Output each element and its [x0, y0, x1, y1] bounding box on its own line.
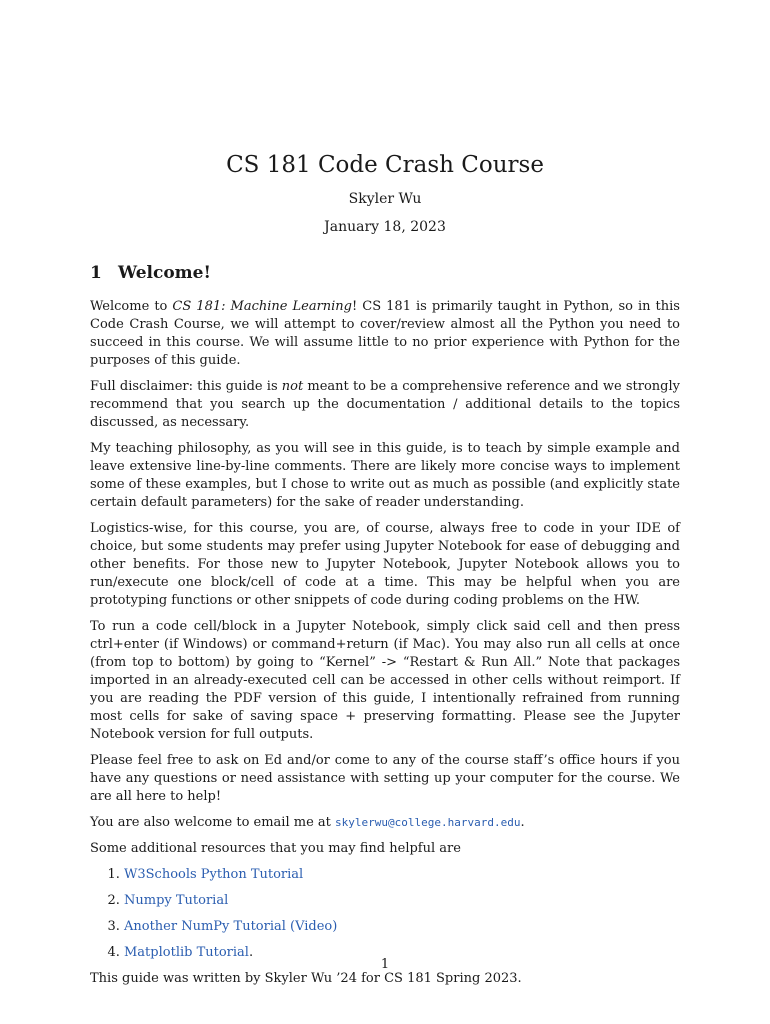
- section-heading: [90, 262, 680, 284]
- document-author: Skyler Wu: [348, 191, 422, 207]
- list-item: [124, 866, 680, 884]
- paragraph-email: [90, 814, 680, 832]
- list-item: [124, 918, 680, 936]
- document-body: [90, 262, 680, 996]
- page-number: 1: [380, 957, 390, 972]
- paragraph-text: Full disclaimer: this guide is: [90, 379, 282, 394]
- paragraph-intro: [90, 298, 680, 370]
- paragraph-credit: This guide was written by Skyler Wu ’24 for CS 181 Spring 2023.: [90, 971, 522, 986]
- resource-link-numpy-video[interactable]: Another NumPy Tutorial (Video): [124, 919, 338, 934]
- email-link[interactable]: skylerwu@college.harvard.edu: [335, 816, 521, 829]
- resource-link-matplotlib[interactable]: Matplotlib Tutorial: [124, 945, 249, 960]
- paragraph-text: .: [520, 815, 525, 830]
- paragraph-disclaimer: [90, 378, 680, 432]
- resources-list: [90, 866, 680, 962]
- paragraph-logistics: Logistics-wise, for this course, you are, of course, always free to code in your IDE of choice, but some students may prefer using Jupyter Notebook for ease of debugging and other benefits. For those new to Jupyter Notebook, Jupyter Notebook allows you to run/execute one block/cell of code at a time. This may be helpful when you are prototyping functions or other snippets of code during coding problems on the HW.: [90, 521, 680, 608]
- paragraph-philosophy: My teaching philosophy, as you will see in this guide, is to teach by simple example and leave extensive line-by-line comments. There are likely more concise ways to implement some of these examples, but I chose to write out as much as possible (and explicitly state certain default parameters) for the sake of reader understanding.: [90, 441, 680, 510]
- course-name: CS 181: Machine Learning: [172, 299, 353, 314]
- paragraph-text: Welcome to: [90, 299, 173, 314]
- paragraph-text: meant to be a comprehensive reference and we strongly recommend that you search up the documentation / additional details to the topics discussed, as necessary.: [90, 379, 680, 430]
- document-date: January 18, 2023: [324, 219, 446, 235]
- title-block: [0, 150, 770, 236]
- paragraph-run-cells: To run a code cell/block in a Jupyter Notebook, simply click said cell and then press ctrl+enter (if Windows) or command+return (if Mac). You may also run all cells at once (from top to bottom) by going to “Kernel” -> “Restart & Run All.” Note that packages imported in an already-executed cell can be accessed in other cells without reimport. If you are reading the PDF version of this guide, I intentionally refrained from running most cells for sake of saving space + preserving formatting. Please see the Jupyter Notebook version for full outputs.: [90, 619, 680, 742]
- paragraph-text: ! CS 181 is primarily taught in Python, so in this Code Crash Course, we will attempt to cover/review almost all the Python you need to succeed in this course. We will assume little to no prior experience with Python for the purposes of this guide.: [90, 299, 680, 368]
- list-item-suffix: .: [248, 945, 254, 960]
- resource-link-numpy[interactable]: Numpy Tutorial: [124, 893, 229, 908]
- paragraph-resources-intro: Some additional resources that you may find helpful are: [90, 841, 461, 856]
- resource-link-w3schools[interactable]: W3Schools Python Tutorial: [124, 867, 304, 882]
- section-number: 1: [90, 263, 102, 283]
- list-item: [124, 892, 680, 910]
- document-title: CS 181 Code Crash Course: [226, 152, 544, 178]
- section-title: Welcome!: [118, 263, 211, 283]
- paragraph-text: You are also welcome to email me at: [90, 815, 336, 830]
- paragraph-help: Please feel free to ask on Ed and/or come to any of the course staff’s office hours if you have any questions or need assistance with setting up your computer for the course. We are all here to help!: [90, 753, 680, 804]
- emphasis-not: not: [281, 379, 304, 394]
